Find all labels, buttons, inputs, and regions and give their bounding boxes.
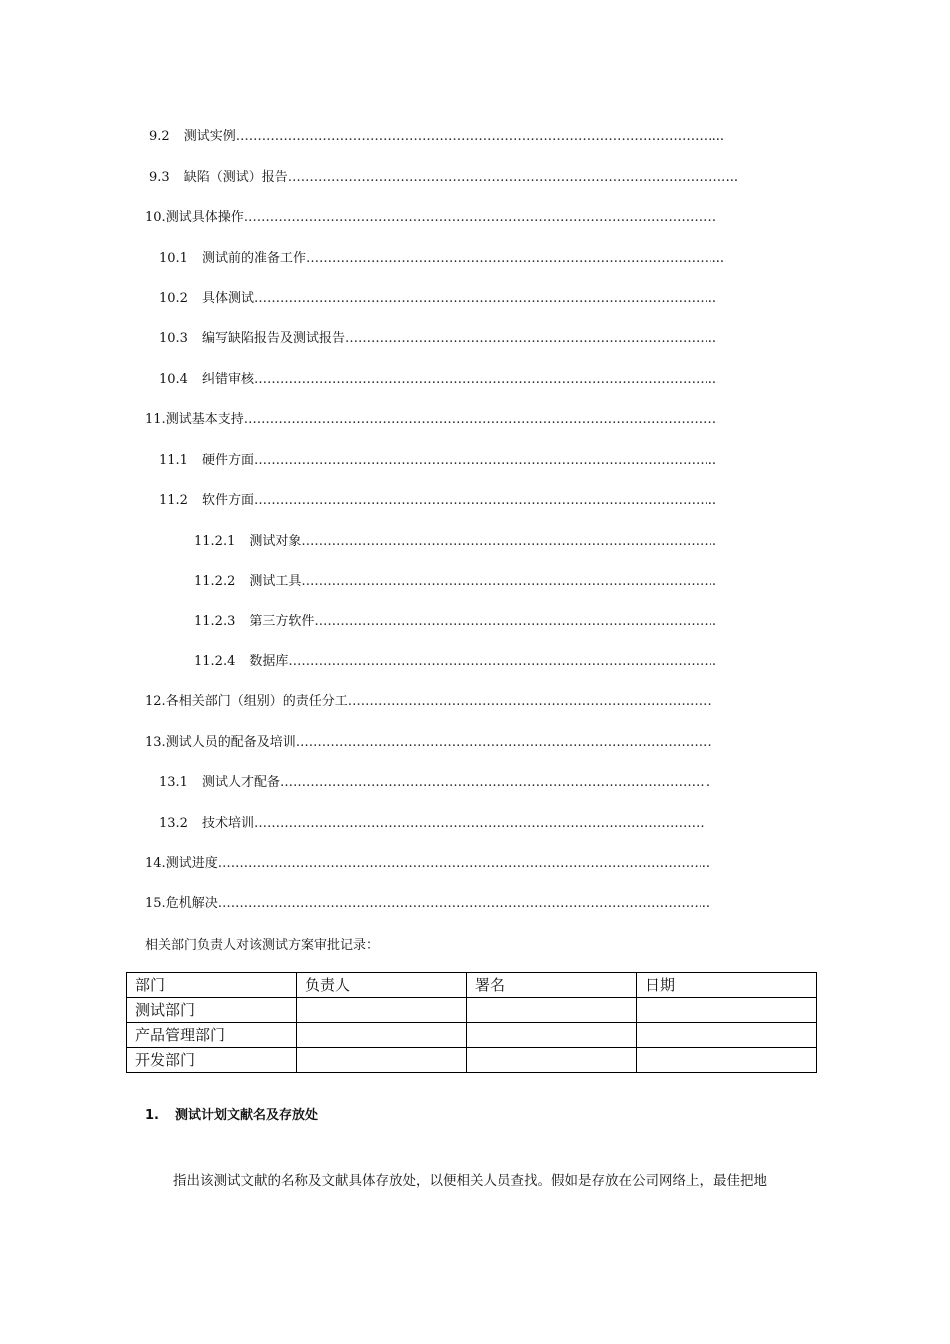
toc-title: 危机解决 [165,896,218,911]
toc-line [159,773,710,793]
toc-line [159,289,716,309]
toc-tail: . [705,775,710,790]
toc-leader [236,127,711,147]
toc-title: 编写缺陷报告及测试报告 [201,331,345,346]
toc-tail: .. [707,331,716,346]
toc-leader [254,370,707,390]
toc-leader [280,773,705,793]
toc-number: 11. [145,412,166,427]
cell-owner [297,1023,467,1048]
toc-number: 14. [145,856,166,871]
toc-tail: . [711,654,716,669]
toc-number: 10.3 [159,331,188,346]
toc-number: 9.3 [149,170,170,185]
toc-number: 11.2.2 [194,574,236,589]
toc-title: 测试进度 [165,856,218,871]
toc-leader [288,168,725,188]
toc-title: 数据库 [249,654,289,669]
cell-owner [297,998,467,1023]
header-cell-date: 日期 [637,973,817,998]
toc-leader [218,894,701,914]
toc-leader [254,289,707,309]
toc-tail: ... [711,251,724,266]
toc-line [194,652,716,672]
toc-tail: .. [701,856,710,871]
toc-line [159,491,716,511]
toc-tail: . [711,534,716,549]
cell-signature [467,998,637,1023]
table-row [127,1048,817,1073]
toc-number: 11.2.4 [194,654,236,669]
toc-line [159,814,705,834]
cell-date [637,1023,817,1048]
toc-title: 测试前的准备工作 [201,251,306,266]
toc-tail: ... [725,170,738,185]
toc-leader [348,692,711,712]
toc-number: 10.2 [159,291,188,306]
toc-title: 技术培训 [201,816,254,831]
toc-title: 测试人员的配备及培训 [165,735,296,750]
toc-leader [254,451,707,471]
toc-title: 硬件方面 [201,453,254,468]
toc-tail: ... [711,129,724,144]
toc-line [159,249,724,269]
toc-tail: . [711,614,716,629]
toc-title: 测试具体操作 [165,210,244,225]
toc-line [145,410,716,430]
section-number: 1. [145,1108,159,1123]
toc-line [145,733,712,753]
toc-line [194,572,716,592]
toc-line [145,692,712,712]
toc-title: 测试人才配备 [201,775,280,790]
toc-title: 缺陷（测试）报告 [183,170,288,185]
toc-line [149,127,724,147]
toc-number: 11.2 [159,493,188,508]
toc-leader [254,814,704,834]
toc-tail: . [711,412,716,427]
toc-number: 10.1 [159,251,188,266]
toc-number: 11.2.3 [194,614,236,629]
toc-number: 11.2.1 [194,534,236,549]
cell-signature [467,1048,637,1073]
toc-number: 13. [145,735,166,750]
toc-title: 测试实例 [183,129,236,144]
toc-line [145,208,716,228]
toc-line [159,451,716,471]
toc-tail: .. [707,493,716,508]
header-cell-department: 部门 [127,973,297,998]
toc-leader [296,733,711,753]
toc-leader [301,532,710,552]
toc-title: 第三方软件 [249,614,315,629]
cell-signature [467,1023,637,1048]
approval-caption: 相关部门负责人对该测试方案审批记录： [145,938,380,953]
toc-title: 具体测试 [201,291,254,306]
toc-tail: . [711,210,716,225]
toc-tail: .. [707,453,716,468]
cell-department: 产品管理部门 [127,1023,297,1048]
toc-leader [314,612,710,632]
toc-leader [218,854,701,874]
toc-title: 各相关部门（组别）的责任分工 [165,694,348,709]
table-row [127,1023,817,1048]
toc-tail: .. [701,896,710,911]
toc-leader [345,329,707,349]
toc-title: 测试基本支持 [165,412,244,427]
toc-line [145,894,710,914]
toc-tail: .. [707,372,716,387]
cell-department: 测试部门 [127,998,297,1023]
toc-title: 纠错审核 [201,372,254,387]
body-paragraph: 指出该测试文献的名称及文献具体存放处，以便相关人员查找。假如是存放在公司网络上，最佳把地 [173,1173,767,1189]
header-cell-owner: 负责人 [297,973,467,998]
toc-leader [288,652,710,672]
section-title: 测试计划文献名及存放处 [175,1108,319,1123]
toc-tail: .. [707,291,716,306]
cell-owner [297,1048,467,1073]
toc-line [149,168,738,188]
toc-leader [254,491,707,511]
approval-table [126,972,817,1073]
toc-number: 10.4 [159,372,188,387]
toc-leader [301,572,710,592]
cell-department: 开发部门 [127,1048,297,1073]
toc-number: 11.1 [159,453,188,468]
section-heading [145,1106,318,1126]
header-cell-signature: 署名 [467,973,637,998]
toc-line [159,370,716,390]
cell-date [637,998,817,1023]
toc-number: 12. [145,694,166,709]
toc-line [194,532,716,552]
toc-number: 9.2 [149,129,170,144]
toc-tail: . [711,574,716,589]
toc-leader [244,208,711,228]
toc-leader [306,249,711,269]
table-row [127,998,817,1023]
toc-number: 15. [145,896,166,911]
toc-line [145,854,710,874]
toc-title: 测试工具 [249,574,302,589]
toc-leader [244,410,711,430]
table-header-row [127,973,817,998]
toc-line [159,329,716,349]
toc-number: 13.1 [159,775,188,790]
toc-line [194,612,716,632]
cell-date [637,1048,817,1073]
toc-title: 测试对象 [249,534,302,549]
toc-number: 13.2 [159,816,188,831]
toc-number: 10. [145,210,166,225]
toc-title: 软件方面 [201,493,254,508]
